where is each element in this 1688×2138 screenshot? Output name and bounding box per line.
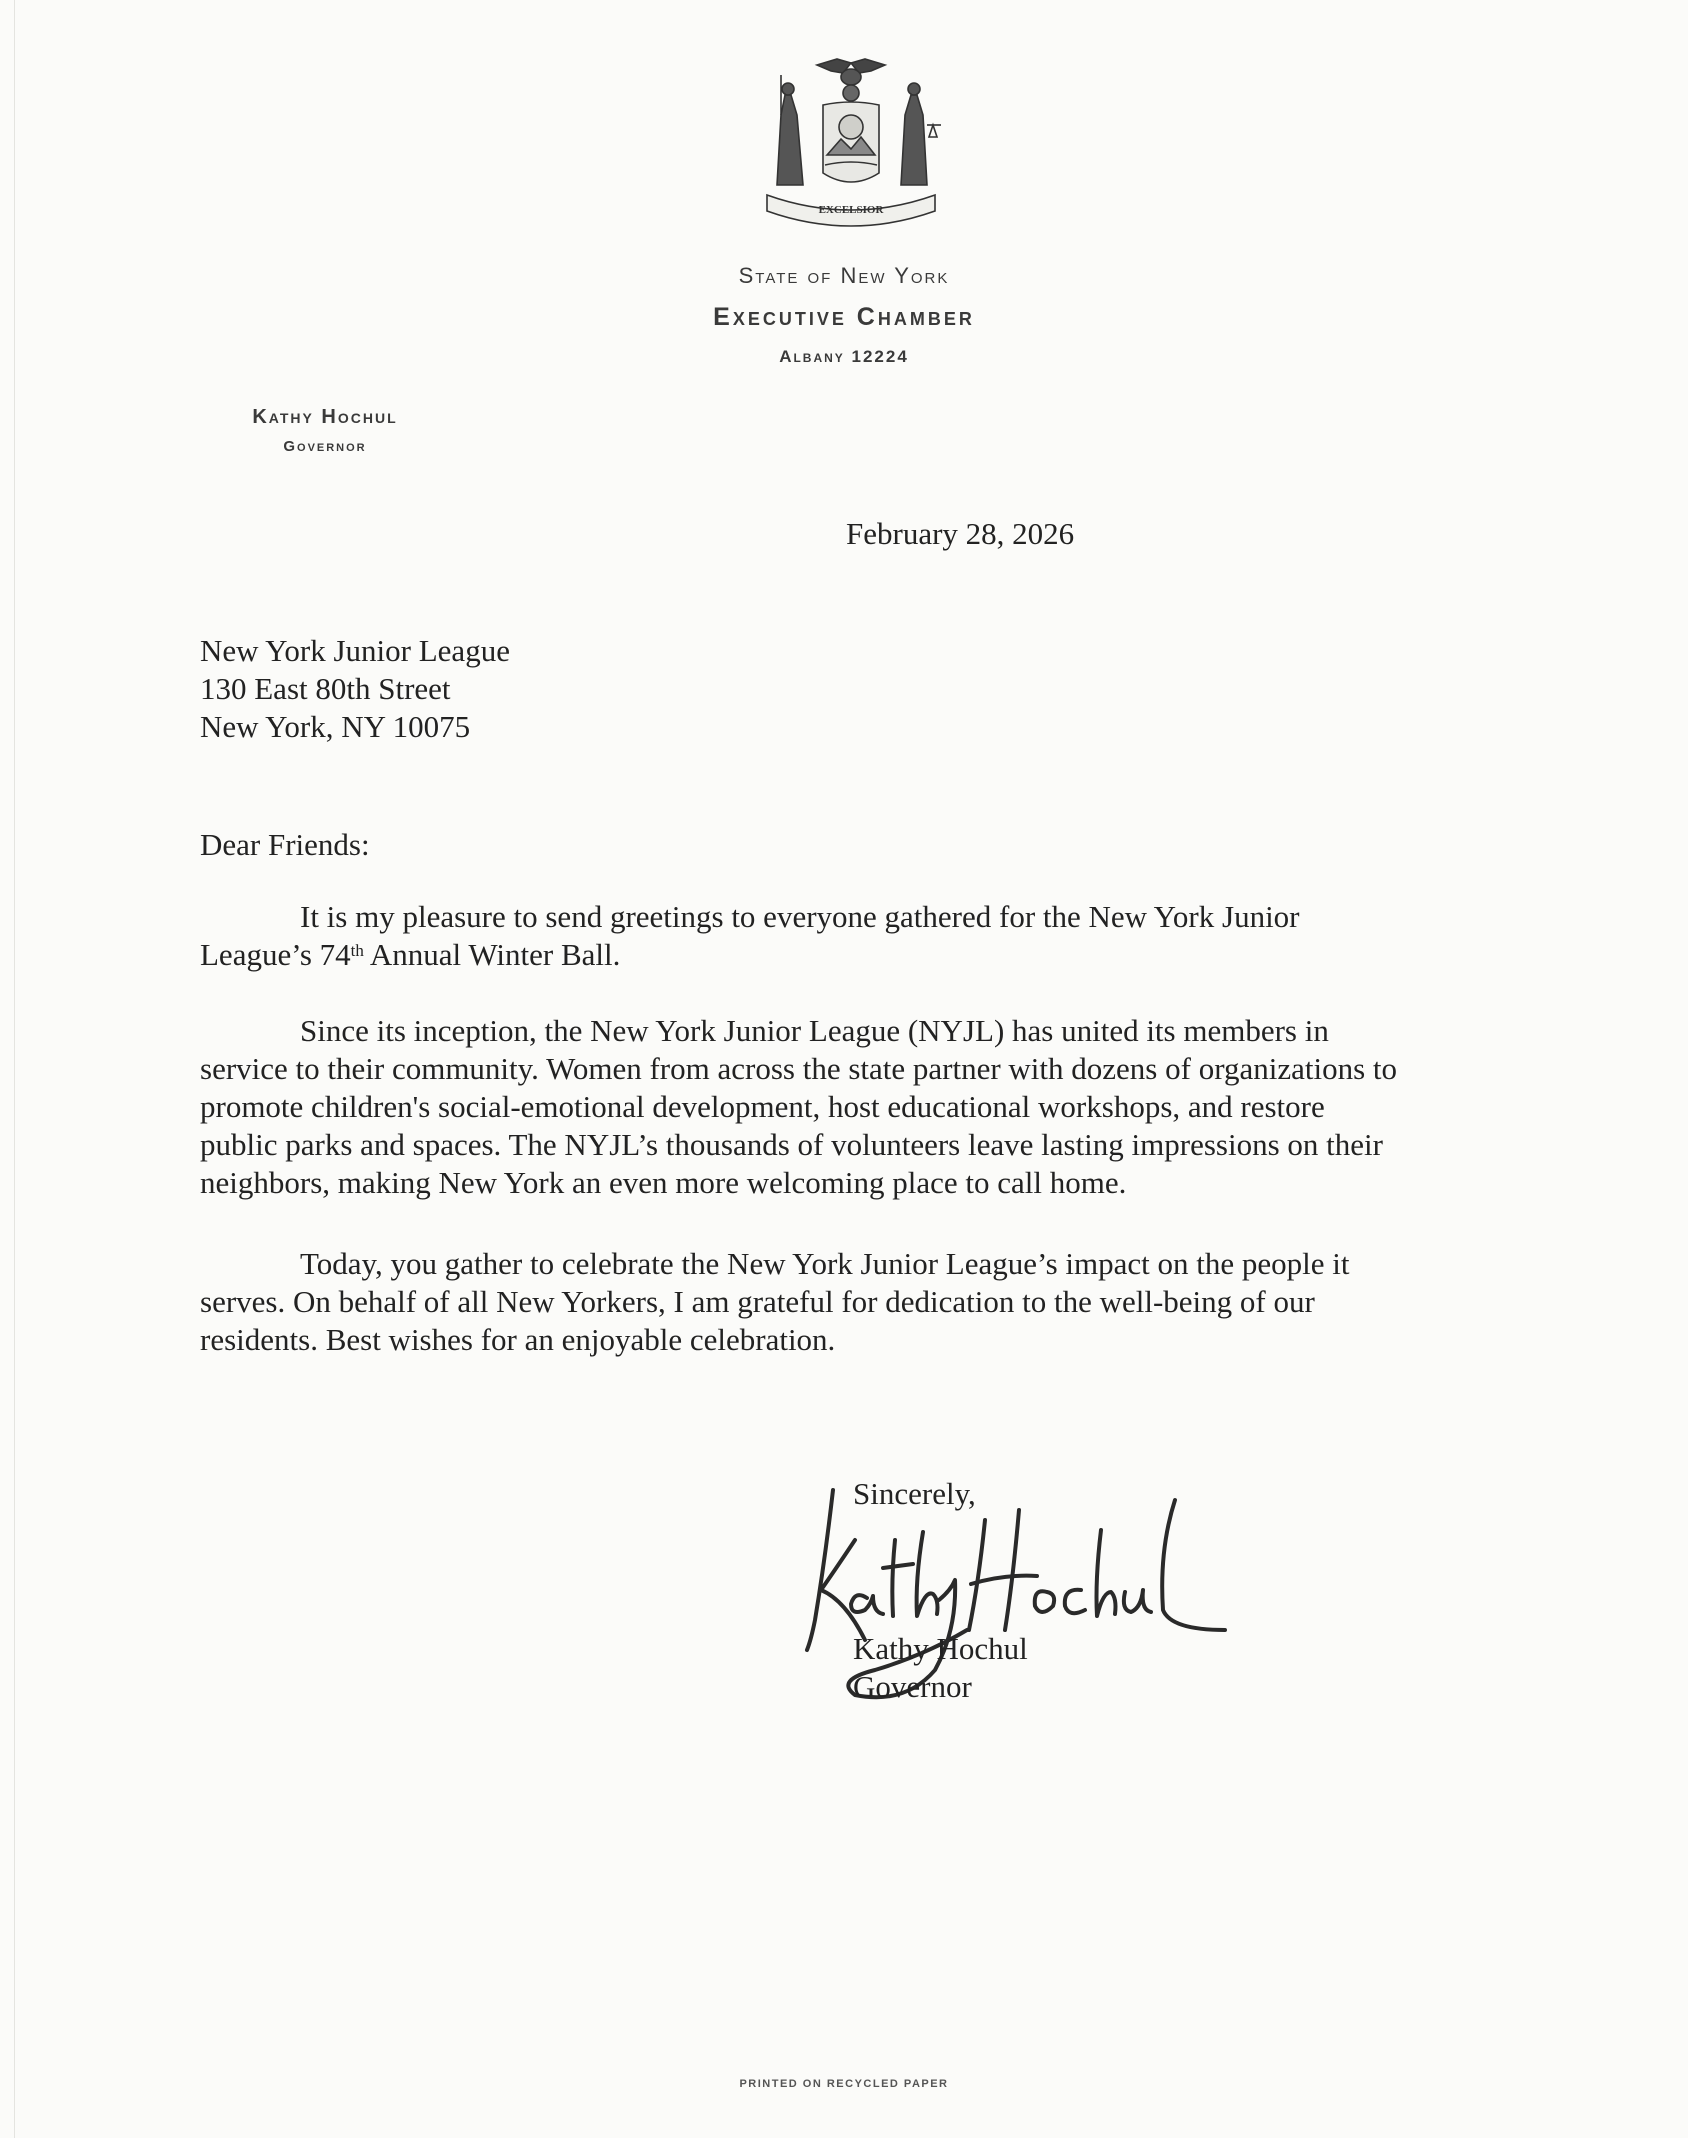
body-paragraph-1-text: It is my pleasure to send greetings to everyone gathered for the New York Junior League’s 74 <box>200 899 1300 972</box>
seal-motto: EXCELSIOR <box>818 204 884 216</box>
handwritten-signature <box>755 1480 1235 1710</box>
new-york-state-seal-icon <box>757 55 945 240</box>
body-paragraph-1 <box>200 898 1500 974</box>
recipient-address <box>200 632 510 746</box>
signatory-name: Kathy Hochul <box>853 1631 1028 1666</box>
recycled-paper-note: PRINTED ON RECYCLED PAPER <box>739 2078 949 2090</box>
sender-name: Kathy Hochul <box>252 406 398 428</box>
signatory-title: Governor <box>853 1669 972 1704</box>
letterhead-city-zip: Albany 12224 <box>779 347 909 366</box>
letterhead-chamber: Executive Chamber <box>713 303 975 331</box>
letterhead-state: State of New York <box>738 263 950 288</box>
closing: Sincerely, <box>853 1476 976 1511</box>
ordinal-suffix: th <box>350 941 364 960</box>
scan-edge <box>14 0 15 2138</box>
body-paragraph-2: Since its inception, the New York Junior League (NYJL) has united its members in service to their community. Women from across the state partner with dozens of organizations to promote children's social-emotional development, host educational workshops, and restore public parks and spaces. The NYJL’s thousands of volunteers leave lasting impressions on their neighbors, making New York an even more welcoming place to call home. <box>200 1013 1397 1200</box>
letter-date: February 28, 2026 <box>846 516 1075 551</box>
salutation: Dear Friends: <box>200 827 370 862</box>
body-paragraph-1-end: Annual Winter Ball. <box>363 937 621 972</box>
recipient-line-1: New York Junior League <box>200 633 510 668</box>
recipient-line-3: New York, NY 10075 <box>200 709 471 744</box>
recipient-line-2: 130 East 80th Street <box>200 671 451 706</box>
body-paragraph-3: Today, you gather to celebrate the New York Junior League’s impact on the people it serves. On behalf of all New Yorkers, I am grateful for dedication to the well-being of our residents. Best wishes for an enjoyable celebration. <box>200 1246 1350 1357</box>
sender-title: Governor <box>283 438 367 455</box>
